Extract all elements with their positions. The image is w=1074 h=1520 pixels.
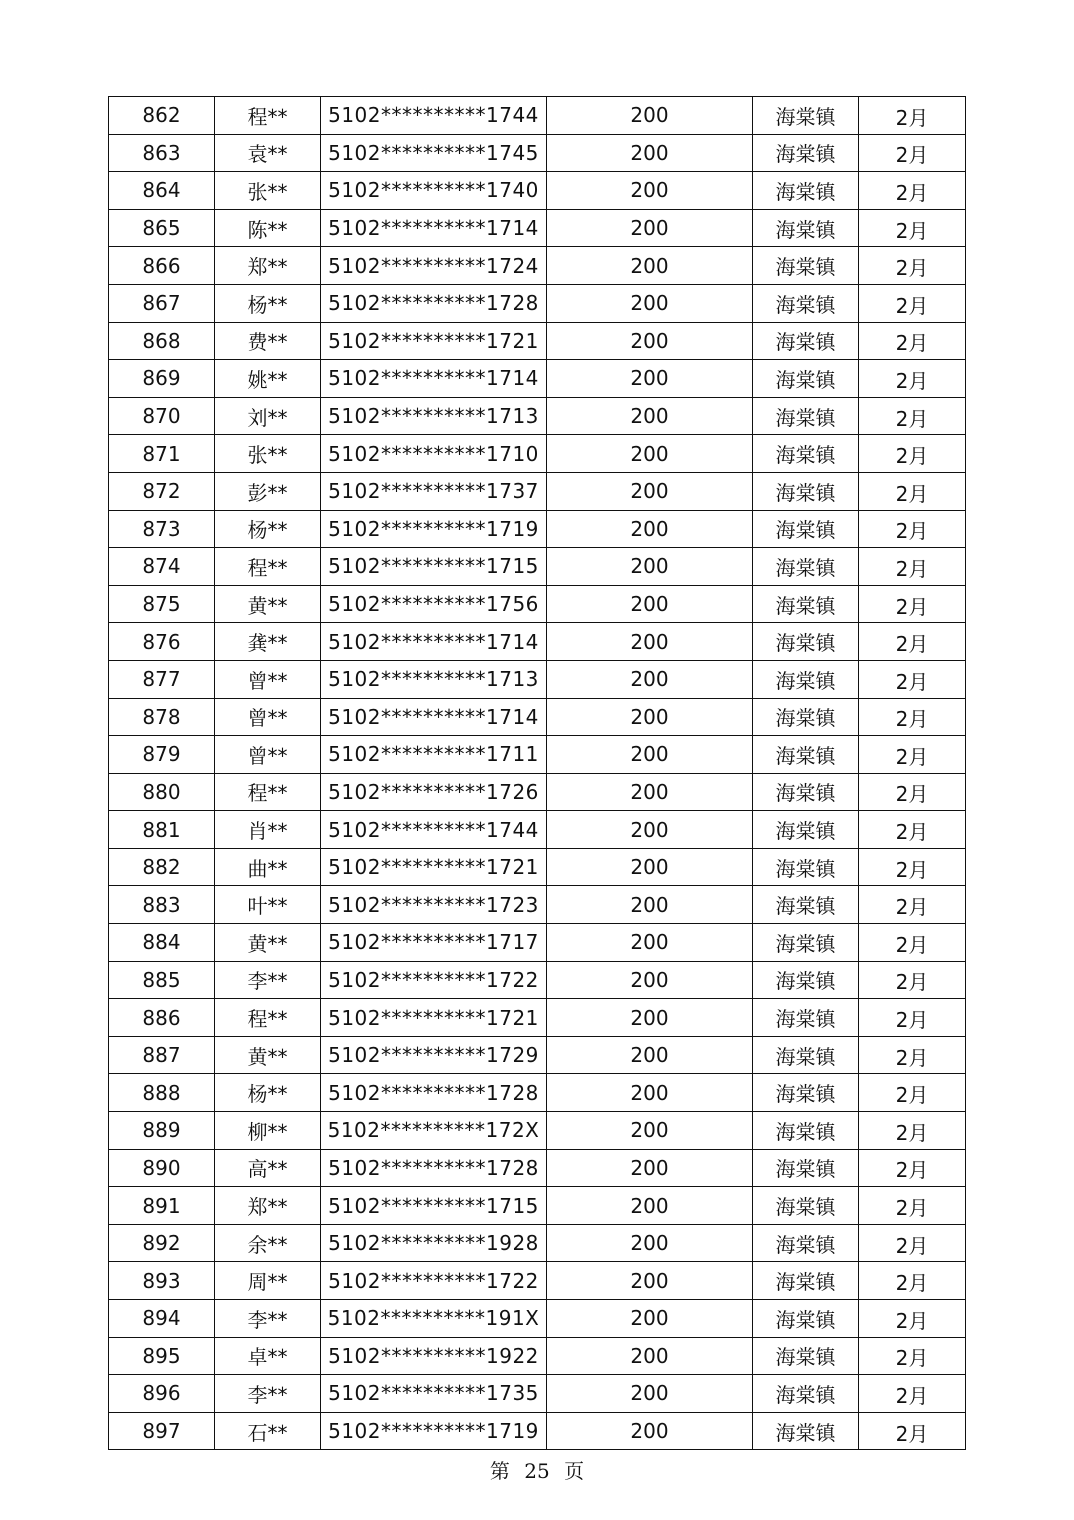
amount-cell: 200 [547, 510, 753, 548]
id-number-cell: 5102**********1714 [321, 209, 547, 247]
amount-cell: 200 [547, 736, 753, 774]
town-cell: 海棠镇 [753, 660, 859, 698]
id-number-cell: 5102**********1737 [321, 472, 547, 510]
month-cell: 2月 [859, 322, 966, 360]
month-cell: 2月 [859, 1375, 966, 1413]
table-row [109, 886, 966, 924]
town-cell: 海棠镇 [753, 1187, 859, 1225]
amount-cell: 200 [547, 284, 753, 322]
table-row [109, 247, 966, 285]
town-cell: 海棠镇 [753, 247, 859, 285]
town-cell: 海棠镇 [753, 1149, 859, 1187]
serial-number-cell: 869 [109, 360, 215, 398]
amount-cell: 200 [547, 1074, 753, 1112]
amount-cell: 200 [547, 1375, 753, 1413]
name-cell: 杨** [215, 510, 321, 548]
id-number-cell: 5102**********191X [321, 1300, 547, 1338]
table-row [109, 773, 966, 811]
id-number-cell: 5102**********1713 [321, 660, 547, 698]
table-row [109, 360, 966, 398]
id-number-cell: 5102**********1724 [321, 247, 547, 285]
table-row [109, 1375, 966, 1413]
amount-cell: 200 [547, 1187, 753, 1225]
table-row [109, 1337, 966, 1375]
town-cell: 海棠镇 [753, 848, 859, 886]
name-cell: 程** [215, 97, 321, 135]
month-cell: 2月 [859, 510, 966, 548]
amount-cell: 200 [547, 1224, 753, 1262]
name-cell: 杨** [215, 284, 321, 322]
month-cell: 2月 [859, 97, 966, 135]
name-cell: 张** [215, 435, 321, 473]
month-cell: 2月 [859, 961, 966, 999]
month-cell: 2月 [859, 848, 966, 886]
table-row [109, 961, 966, 999]
serial-number-cell: 871 [109, 435, 215, 473]
amount-cell: 200 [547, 134, 753, 172]
table-row [109, 284, 966, 322]
serial-number-cell: 885 [109, 961, 215, 999]
town-cell: 海棠镇 [753, 736, 859, 774]
id-number-cell: 5102**********1744 [321, 811, 547, 849]
month-cell: 2月 [859, 1224, 966, 1262]
table-row [109, 172, 966, 210]
name-cell: 卓** [215, 1337, 321, 1375]
table-row [109, 811, 966, 849]
id-number-cell: 5102**********1719 [321, 1412, 547, 1450]
id-number-cell: 5102**********1714 [321, 360, 547, 398]
serial-number-cell: 876 [109, 623, 215, 661]
id-number-cell: 5102**********172X [321, 1112, 547, 1150]
id-number-cell: 5102**********1745 [321, 134, 547, 172]
month-cell: 2月 [859, 397, 966, 435]
page-footer [0, 1455, 1074, 1484]
name-cell: 肖** [215, 811, 321, 849]
serial-number-cell: 888 [109, 1074, 215, 1112]
name-cell: 姚** [215, 360, 321, 398]
id-number-cell: 5102**********1711 [321, 736, 547, 774]
serial-number-cell: 875 [109, 585, 215, 623]
table-row [109, 623, 966, 661]
serial-number-cell: 865 [109, 209, 215, 247]
serial-number-cell: 874 [109, 548, 215, 586]
serial-number-cell: 882 [109, 848, 215, 886]
month-cell: 2月 [859, 660, 966, 698]
name-cell: 杨** [215, 1074, 321, 1112]
month-cell: 2月 [859, 172, 966, 210]
table-row [109, 472, 966, 510]
town-cell: 海棠镇 [753, 924, 859, 962]
month-cell: 2月 [859, 773, 966, 811]
serial-number-cell: 868 [109, 322, 215, 360]
id-number-cell: 5102**********1717 [321, 924, 547, 962]
town-cell: 海棠镇 [753, 360, 859, 398]
id-number-cell: 5102**********1710 [321, 435, 547, 473]
town-cell: 海棠镇 [753, 134, 859, 172]
amount-cell: 200 [547, 1337, 753, 1375]
serial-number-cell: 893 [109, 1262, 215, 1300]
amount-cell: 200 [547, 698, 753, 736]
month-cell: 2月 [859, 1300, 966, 1338]
amount-cell: 200 [547, 247, 753, 285]
table-row [109, 585, 966, 623]
amount-cell: 200 [547, 585, 753, 623]
amount-cell: 200 [547, 811, 753, 849]
id-number-cell: 5102**********1726 [321, 773, 547, 811]
serial-number-cell: 887 [109, 1036, 215, 1074]
amount-cell: 200 [547, 472, 753, 510]
name-cell: 周** [215, 1262, 321, 1300]
month-cell: 2月 [859, 1112, 966, 1150]
serial-number-cell: 884 [109, 924, 215, 962]
town-cell: 海棠镇 [753, 1112, 859, 1150]
id-number-cell: 5102**********1729 [321, 1036, 547, 1074]
serial-number-cell: 896 [109, 1375, 215, 1413]
amount-cell: 200 [547, 848, 753, 886]
month-cell: 2月 [859, 1036, 966, 1074]
id-number-cell: 5102**********1722 [321, 1262, 547, 1300]
amount-cell: 200 [547, 97, 753, 135]
name-cell: 石** [215, 1412, 321, 1450]
name-cell: 柳** [215, 1112, 321, 1150]
amount-cell: 200 [547, 1300, 753, 1338]
table-row [109, 209, 966, 247]
table-row [109, 1300, 966, 1338]
name-cell: 高** [215, 1149, 321, 1187]
serial-number-cell: 889 [109, 1112, 215, 1150]
name-cell: 龚** [215, 623, 321, 661]
town-cell: 海棠镇 [753, 1262, 859, 1300]
serial-number-cell: 867 [109, 284, 215, 322]
amount-cell: 200 [547, 623, 753, 661]
serial-number-cell: 897 [109, 1412, 215, 1450]
town-cell: 海棠镇 [753, 435, 859, 473]
table-row [109, 698, 966, 736]
month-cell: 2月 [859, 811, 966, 849]
table-row [109, 1412, 966, 1450]
town-cell: 海棠镇 [753, 209, 859, 247]
id-number-cell: 5102**********1723 [321, 886, 547, 924]
table-row [109, 97, 966, 135]
serial-number-cell: 864 [109, 172, 215, 210]
town-cell: 海棠镇 [753, 886, 859, 924]
month-cell: 2月 [859, 247, 966, 285]
table-row [109, 1036, 966, 1074]
town-cell: 海棠镇 [753, 97, 859, 135]
month-cell: 2月 [859, 1412, 966, 1450]
serial-number-cell: 894 [109, 1300, 215, 1338]
id-number-cell: 5102**********1928 [321, 1224, 547, 1262]
town-cell: 海棠镇 [753, 1300, 859, 1338]
town-cell: 海棠镇 [753, 585, 859, 623]
id-number-cell: 5102**********1728 [321, 1074, 547, 1112]
town-cell: 海棠镇 [753, 1074, 859, 1112]
town-cell: 海棠镇 [753, 1036, 859, 1074]
table-row [109, 1074, 966, 1112]
page-number: 25 [524, 1459, 550, 1483]
month-cell: 2月 [859, 1262, 966, 1300]
name-cell: 李** [215, 1300, 321, 1338]
town-cell: 海棠镇 [753, 322, 859, 360]
name-cell: 黄** [215, 1036, 321, 1074]
table-row [109, 435, 966, 473]
month-cell: 2月 [859, 886, 966, 924]
table-row [109, 1262, 966, 1300]
name-cell: 曲** [215, 848, 321, 886]
amount-cell: 200 [547, 660, 753, 698]
town-cell: 海棠镇 [753, 623, 859, 661]
serial-number-cell: 880 [109, 773, 215, 811]
serial-number-cell: 881 [109, 811, 215, 849]
amount-cell: 200 [547, 886, 753, 924]
id-number-cell: 5102**********1721 [321, 848, 547, 886]
table-row [109, 999, 966, 1037]
amount-cell: 200 [547, 1036, 753, 1074]
town-cell: 海棠镇 [753, 773, 859, 811]
amount-cell: 200 [547, 435, 753, 473]
month-cell: 2月 [859, 924, 966, 962]
id-number-cell: 5102**********1922 [321, 1337, 547, 1375]
serial-number-cell: 890 [109, 1149, 215, 1187]
amount-cell: 200 [547, 322, 753, 360]
id-number-cell: 5102**********1721 [321, 322, 547, 360]
amount-cell: 200 [547, 1412, 753, 1450]
amount-cell: 200 [547, 360, 753, 398]
id-number-cell: 5102**********1728 [321, 284, 547, 322]
serial-number-cell: 878 [109, 698, 215, 736]
id-number-cell: 5102**********1744 [321, 97, 547, 135]
serial-number-cell: 863 [109, 134, 215, 172]
table-row [109, 548, 966, 586]
table-row [109, 924, 966, 962]
serial-number-cell: 895 [109, 1337, 215, 1375]
town-cell: 海棠镇 [753, 999, 859, 1037]
name-cell: 曾** [215, 736, 321, 774]
amount-cell: 200 [547, 924, 753, 962]
name-cell: 程** [215, 999, 321, 1037]
id-number-cell: 5102**********1722 [321, 961, 547, 999]
table-row [109, 848, 966, 886]
id-number-cell: 5102**********1714 [321, 623, 547, 661]
name-cell: 余** [215, 1224, 321, 1262]
amount-cell: 200 [547, 1112, 753, 1150]
month-cell: 2月 [859, 548, 966, 586]
amount-cell: 200 [547, 999, 753, 1037]
table-row [109, 1187, 966, 1225]
serial-number-cell: 892 [109, 1224, 215, 1262]
amount-cell: 200 [547, 172, 753, 210]
table-row [109, 736, 966, 774]
id-number-cell: 5102**********1715 [321, 548, 547, 586]
month-cell: 2月 [859, 1149, 966, 1187]
page-prefix: 第 [489, 1459, 510, 1483]
month-cell: 2月 [859, 1074, 966, 1112]
serial-number-cell: 870 [109, 397, 215, 435]
name-cell: 刘** [215, 397, 321, 435]
name-cell: 费** [215, 322, 321, 360]
town-cell: 海棠镇 [753, 961, 859, 999]
table-row [109, 134, 966, 172]
table-row [109, 1224, 966, 1262]
id-number-cell: 5102**********1740 [321, 172, 547, 210]
id-number-cell: 5102**********1715 [321, 1187, 547, 1225]
table-row [109, 510, 966, 548]
id-number-cell: 5102**********1721 [321, 999, 547, 1037]
amount-cell: 200 [547, 548, 753, 586]
serial-number-cell: 891 [109, 1187, 215, 1225]
town-cell: 海棠镇 [753, 1337, 859, 1375]
serial-number-cell: 872 [109, 472, 215, 510]
name-cell: 袁** [215, 134, 321, 172]
name-cell: 程** [215, 773, 321, 811]
id-number-cell: 5102**********1719 [321, 510, 547, 548]
month-cell: 2月 [859, 209, 966, 247]
table-row [109, 1149, 966, 1187]
serial-number-cell: 883 [109, 886, 215, 924]
month-cell: 2月 [859, 736, 966, 774]
name-cell: 郑** [215, 247, 321, 285]
month-cell: 2月 [859, 435, 966, 473]
town-cell: 海棠镇 [753, 397, 859, 435]
name-cell: 黄** [215, 585, 321, 623]
name-cell: 李** [215, 1375, 321, 1413]
id-number-cell: 5102**********1713 [321, 397, 547, 435]
name-cell: 黄** [215, 924, 321, 962]
page-suffix: 页 [564, 1459, 585, 1483]
month-cell: 2月 [859, 1337, 966, 1375]
name-cell: 曾** [215, 660, 321, 698]
town-cell: 海棠镇 [753, 1412, 859, 1450]
amount-cell: 200 [547, 961, 753, 999]
name-cell: 陈** [215, 209, 321, 247]
id-number-cell: 5102**********1728 [321, 1149, 547, 1187]
name-cell: 程** [215, 548, 321, 586]
amount-cell: 200 [547, 209, 753, 247]
month-cell: 2月 [859, 585, 966, 623]
table-row [109, 322, 966, 360]
name-cell: 郑** [215, 1187, 321, 1225]
serial-number-cell: 879 [109, 736, 215, 774]
serial-number-cell: 886 [109, 999, 215, 1037]
town-cell: 海棠镇 [753, 811, 859, 849]
serial-number-cell: 866 [109, 247, 215, 285]
name-cell: 彭** [215, 472, 321, 510]
town-cell: 海棠镇 [753, 698, 859, 736]
amount-cell: 200 [547, 397, 753, 435]
serial-number-cell: 862 [109, 97, 215, 135]
id-number-cell: 5102**********1756 [321, 585, 547, 623]
town-cell: 海棠镇 [753, 172, 859, 210]
town-cell: 海棠镇 [753, 284, 859, 322]
month-cell: 2月 [859, 472, 966, 510]
amount-cell: 200 [547, 1149, 753, 1187]
serial-number-cell: 873 [109, 510, 215, 548]
month-cell: 2月 [859, 623, 966, 661]
table-row [109, 660, 966, 698]
id-number-cell: 5102**********1735 [321, 1375, 547, 1413]
table-row [109, 397, 966, 435]
table-row [109, 1112, 966, 1150]
town-cell: 海棠镇 [753, 472, 859, 510]
month-cell: 2月 [859, 360, 966, 398]
month-cell: 2月 [859, 284, 966, 322]
name-cell: 叶** [215, 886, 321, 924]
month-cell: 2月 [859, 134, 966, 172]
name-cell: 李** [215, 961, 321, 999]
town-cell: 海棠镇 [753, 1224, 859, 1262]
name-cell: 曾** [215, 698, 321, 736]
town-cell: 海棠镇 [753, 548, 859, 586]
table-body [109, 97, 966, 1450]
town-cell: 海棠镇 [753, 510, 859, 548]
records-table [108, 96, 966, 1450]
month-cell: 2月 [859, 1187, 966, 1225]
amount-cell: 200 [547, 1262, 753, 1300]
name-cell: 张** [215, 172, 321, 210]
town-cell: 海棠镇 [753, 1375, 859, 1413]
month-cell: 2月 [859, 698, 966, 736]
serial-number-cell: 877 [109, 660, 215, 698]
id-number-cell: 5102**********1714 [321, 698, 547, 736]
month-cell: 2月 [859, 999, 966, 1037]
amount-cell: 200 [547, 773, 753, 811]
